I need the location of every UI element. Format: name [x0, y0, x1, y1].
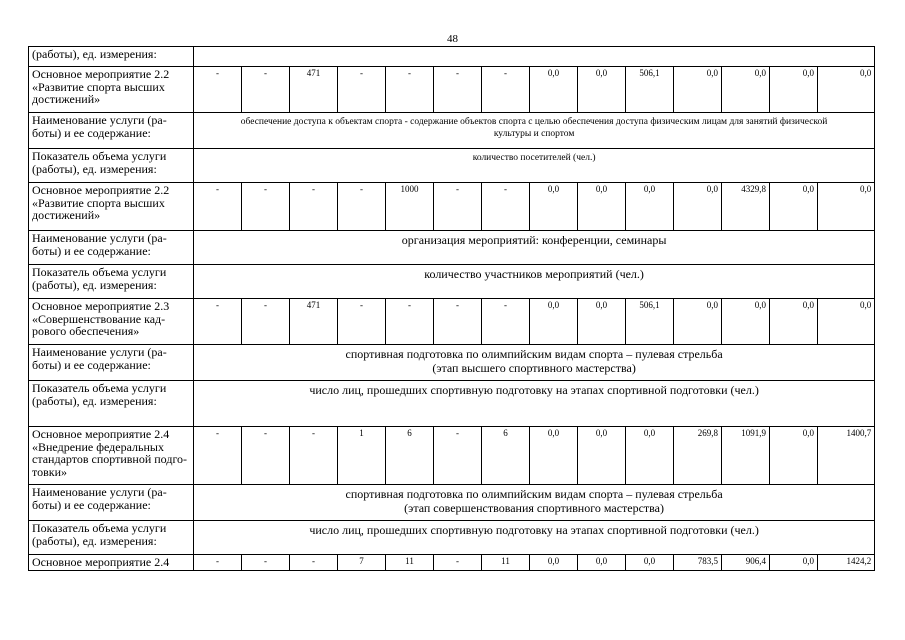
value-cell: 269,8: [674, 427, 722, 485]
table-row: [29, 299, 875, 345]
row-label: [29, 299, 194, 345]
row-label: [29, 67, 194, 113]
value-cell: 1424,2: [818, 555, 875, 571]
page-number: 48: [447, 33, 458, 45]
row-label-line: (работы), ед. измерения:: [32, 393, 157, 408]
service-description-line: спортивная подготовка по олимпийским видам спорта – пулевая стрельба: [345, 487, 723, 501]
value-cell: 6: [482, 427, 530, 485]
value-cell: 0,0: [770, 183, 818, 231]
value-cell: -: [482, 183, 530, 231]
value-cell: -: [434, 183, 482, 231]
row-label-line: «Развитие спорта высших: [32, 195, 165, 210]
value-cell: 0,0: [578, 183, 626, 231]
empty-cell: [194, 47, 875, 67]
value-cell: 0,0: [818, 67, 875, 113]
service-description-line: спортивная подготовка по олимпийским видам спорта – пулевая стрельба: [345, 347, 723, 361]
row-label: [29, 485, 194, 521]
value-cell: 0,0: [578, 67, 626, 113]
row-label: [29, 183, 194, 231]
value-cell: 0,0: [626, 427, 674, 485]
table-row: [29, 149, 875, 183]
row-label-line: «Внедрение федеральных: [32, 439, 164, 454]
row-label-line: «Совершенствование кад-: [32, 311, 166, 326]
row-label: [29, 345, 194, 381]
value-cell: -: [434, 427, 482, 485]
row-label-line: достижений»: [32, 208, 101, 222]
value-cell: 0,0: [530, 555, 578, 571]
service-description: [194, 149, 875, 183]
value-cell: 0,0: [626, 555, 674, 571]
row-label: [29, 555, 194, 571]
value-cell: 0,0: [530, 427, 578, 485]
value-cell: -: [194, 555, 242, 571]
value-cell: 0,0: [674, 299, 722, 345]
value-cell: -: [290, 427, 338, 485]
row-label-line: товки»: [32, 464, 68, 479]
value-cell: -: [242, 299, 290, 345]
value-cell: 0,0: [770, 555, 818, 571]
service-description-line: культуры и спортом: [493, 129, 575, 139]
service-description: [194, 381, 875, 427]
value-cell: 4329,8: [722, 183, 770, 231]
services-table: [28, 46, 875, 571]
value-cell: 0,0: [530, 67, 578, 113]
table-row: [29, 67, 875, 113]
value-cell: 0,0: [770, 299, 818, 345]
service-description-line: количество посетителей (чел.): [472, 153, 596, 163]
value-cell: 0,0: [722, 299, 770, 345]
service-description-line: число лиц, прошедших спортивную подготовку на этапах спортивной подготовки (чел.): [309, 383, 759, 397]
service-description: [194, 113, 875, 149]
value-cell: -: [242, 183, 290, 231]
row-label-line: (работы), ед. измерения:: [32, 161, 157, 176]
row-label-line: боты) и ее содержание:: [32, 243, 151, 258]
service-description-line: организация мероприятий: конференции, семинары: [401, 233, 667, 247]
row-label: [29, 113, 194, 149]
row-label: [29, 381, 194, 427]
row-label-line: Основное мероприятие 2.4: [32, 555, 170, 569]
value-cell: 1000: [386, 183, 434, 231]
row-label-line: Наименование услуги (ра-: [32, 113, 167, 127]
value-cell: 11: [386, 555, 434, 571]
value-cell: -: [290, 555, 338, 571]
value-cell: 0,0: [578, 555, 626, 571]
service-description: [194, 345, 875, 381]
value-cell: -: [194, 67, 242, 113]
row-label-line: Наименование услуги (ра-: [32, 231, 167, 245]
row-label-line: Основное мероприятие 2.2: [32, 67, 170, 81]
row-label: [29, 521, 194, 555]
table-row: [29, 47, 875, 67]
value-cell: -: [434, 67, 482, 113]
table-row: [29, 265, 875, 299]
row-label-line: Основное мероприятие 2.3: [32, 299, 170, 313]
row-label: [29, 265, 194, 299]
row-label-line: рового обеспечения»: [32, 324, 140, 338]
table-row: [29, 521, 875, 555]
row-label-line: боты) и ее содержание:: [32, 357, 151, 372]
row-label-line: боты) и ее содержание:: [32, 497, 151, 512]
value-cell: -: [434, 299, 482, 345]
table-row: [29, 345, 875, 381]
row-label: [29, 47, 194, 67]
row-label-line: боты) и ее содержание:: [32, 125, 151, 140]
value-cell: 0,0: [626, 183, 674, 231]
table-row: [29, 183, 875, 231]
service-description-line: (этап совершенствования спортивного мастерства): [404, 500, 664, 515]
value-cell: 6: [386, 427, 434, 485]
value-cell: 0,0: [530, 183, 578, 231]
value-cell: -: [242, 555, 290, 571]
value-cell: 1: [338, 427, 386, 485]
row-label-line: Основное мероприятие 2.4: [32, 427, 170, 441]
value-cell: 0,0: [770, 67, 818, 113]
table-row: [29, 381, 875, 427]
row-label-line: Основное мероприятие 2.2: [32, 183, 170, 197]
value-cell: 1400,7: [818, 427, 875, 485]
row-label-line: Показатель объема услуги: [32, 381, 167, 395]
value-cell: -: [338, 183, 386, 231]
row-label-line: (работы), ед. измерения:: [32, 277, 157, 292]
value-cell: -: [194, 183, 242, 231]
value-cell: 0,0: [674, 183, 722, 231]
row-label-line: Показатель объема услуги: [32, 149, 167, 163]
value-cell: -: [242, 67, 290, 113]
service-description: [194, 521, 875, 555]
row-label: [29, 427, 194, 485]
value-cell: 0,0: [770, 427, 818, 485]
value-cell: -: [242, 427, 290, 485]
value-cell: -: [338, 67, 386, 113]
row-label-line: «Развитие спорта высших: [32, 79, 165, 94]
row-label: [29, 231, 194, 265]
value-cell: 0,0: [722, 67, 770, 113]
row-label-line: (работы), ед. измерения:: [32, 47, 157, 61]
value-cell: 906,4: [722, 555, 770, 571]
value-cell: 0,0: [818, 299, 875, 345]
value-cell: 0,0: [674, 67, 722, 113]
value-cell: 11: [482, 555, 530, 571]
value-cell: 471: [290, 299, 338, 345]
table-row: [29, 427, 875, 485]
service-description: [194, 485, 875, 521]
service-description: [194, 231, 875, 265]
service-description-line: количество участников мероприятий (чел.): [424, 267, 644, 281]
value-cell: -: [290, 183, 338, 231]
value-cell: -: [482, 67, 530, 113]
value-cell: 783,5: [674, 555, 722, 571]
table-row: [29, 485, 875, 521]
value-cell: -: [482, 299, 530, 345]
value-cell: 506,1: [626, 299, 674, 345]
value-cell: -: [338, 299, 386, 345]
service-description-line: обеспечение доступа к объектам спорта - содержание объектов спорта с целью обеспечения доступа физическим лицам для занятий физической: [240, 117, 828, 127]
value-cell: -: [194, 299, 242, 345]
row-label-line: достижений»: [32, 92, 101, 106]
service-description: [194, 265, 875, 299]
table-row: [29, 555, 875, 571]
service-description-line: (этап высшего спортивного мастерства): [432, 360, 636, 375]
value-cell: 0,0: [578, 299, 626, 345]
row-label-line: Наименование услуги (ра-: [32, 345, 167, 359]
row-label-line: Показатель объема услуги: [32, 265, 167, 279]
table-row: [29, 231, 875, 265]
value-cell: -: [194, 427, 242, 485]
value-cell: 7: [338, 555, 386, 571]
row-label-line: (работы), ед. измерения:: [32, 533, 157, 548]
value-cell: -: [434, 555, 482, 571]
value-cell: 0,0: [530, 299, 578, 345]
row-label-line: стандартов спортивной подго-: [32, 452, 188, 466]
service-description-line: число лиц, прошедших спортивную подготовку на этапах спортивной подготовки (чел.): [309, 523, 759, 537]
value-cell: 1091,9: [722, 427, 770, 485]
table-row: [29, 113, 875, 149]
row-label-line: Показатель объема услуги: [32, 521, 167, 535]
value-cell: 0,0: [578, 427, 626, 485]
value-cell: 471: [290, 67, 338, 113]
value-cell: 0,0: [818, 183, 875, 231]
value-cell: 506,1: [626, 67, 674, 113]
value-cell: -: [386, 67, 434, 113]
row-label-line: Наименование услуги (ра-: [32, 485, 167, 499]
row-label: [29, 149, 194, 183]
value-cell: -: [386, 299, 434, 345]
